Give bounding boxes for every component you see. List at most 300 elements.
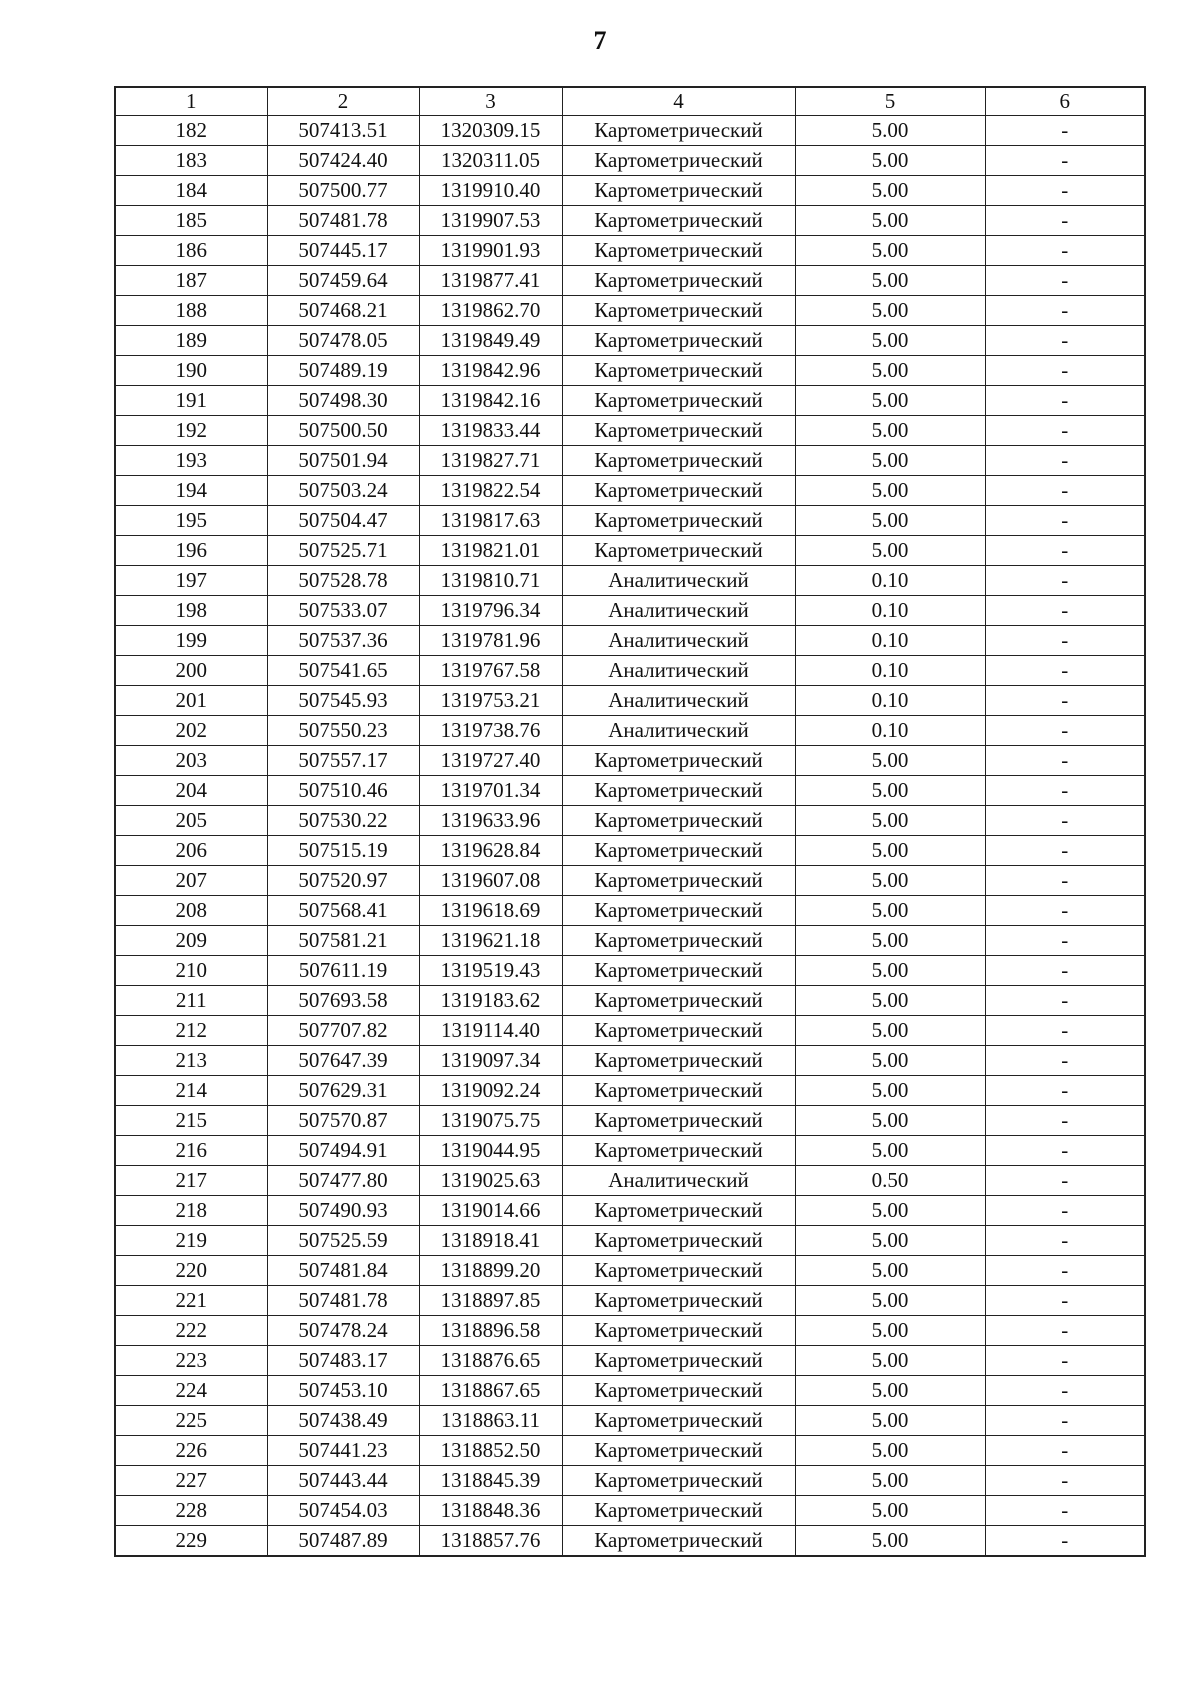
- point-number-cell: 222: [115, 1316, 267, 1346]
- x-coordinate-cell: 507490.93: [267, 1196, 419, 1226]
- point-number-cell: 220: [115, 1256, 267, 1286]
- x-coordinate-cell: 507459.64: [267, 266, 419, 296]
- point-number-cell: 217: [115, 1166, 267, 1196]
- point-number-cell: 185: [115, 206, 267, 236]
- method-cell: Картометрический: [562, 416, 795, 446]
- method-cell: Картометрический: [562, 1406, 795, 1436]
- y-coordinate-cell: 1319810.71: [419, 566, 562, 596]
- table-row: [115, 1226, 1145, 1256]
- y-coordinate-cell: 1319183.62: [419, 986, 562, 1016]
- x-coordinate-cell: 507537.36: [267, 626, 419, 656]
- note-cell: -: [985, 476, 1145, 506]
- note-cell: -: [985, 1166, 1145, 1196]
- method-cell: Картометрический: [562, 1346, 795, 1376]
- accuracy-cell: 5.00: [795, 776, 985, 806]
- method-cell: Картометрический: [562, 236, 795, 266]
- note-cell: -: [985, 1046, 1145, 1076]
- x-coordinate-cell: 507441.23: [267, 1436, 419, 1466]
- y-coordinate-cell: 1318876.65: [419, 1346, 562, 1376]
- point-number-cell: 195: [115, 506, 267, 536]
- table-row: [115, 146, 1145, 176]
- note-cell: -: [985, 386, 1145, 416]
- x-coordinate-cell: 507525.71: [267, 536, 419, 566]
- coordinates-table: [114, 86, 1146, 1557]
- method-cell: Аналитический: [562, 596, 795, 626]
- method-cell: Картометрический: [562, 926, 795, 956]
- point-number-cell: 205: [115, 806, 267, 836]
- accuracy-cell: 5.00: [795, 536, 985, 566]
- table-row: [115, 416, 1145, 446]
- accuracy-cell: 5.00: [795, 896, 985, 926]
- y-coordinate-cell: 1319827.71: [419, 446, 562, 476]
- table-row: [115, 986, 1145, 1016]
- x-coordinate-cell: 507494.91: [267, 1136, 419, 1166]
- x-coordinate-cell: 507501.94: [267, 446, 419, 476]
- method-cell: Картометрический: [562, 1316, 795, 1346]
- note-cell: -: [985, 596, 1145, 626]
- accuracy-cell: 5.00: [795, 746, 985, 776]
- table-row: [115, 296, 1145, 326]
- y-coordinate-cell: 1318918.41: [419, 1226, 562, 1256]
- accuracy-cell: 5.00: [795, 836, 985, 866]
- method-cell: Картометрический: [562, 356, 795, 386]
- accuracy-cell: 5.00: [795, 1256, 985, 1286]
- point-number-cell: 193: [115, 446, 267, 476]
- x-coordinate-cell: 507647.39: [267, 1046, 419, 1076]
- method-cell: Картометрический: [562, 1106, 795, 1136]
- point-number-cell: 198: [115, 596, 267, 626]
- method-cell: Картометрический: [562, 1076, 795, 1106]
- method-cell: Картометрический: [562, 266, 795, 296]
- y-coordinate-cell: 1319862.70: [419, 296, 562, 326]
- accuracy-cell: 5.00: [795, 476, 985, 506]
- accuracy-cell: 5.00: [795, 1286, 985, 1316]
- x-coordinate-cell: 507581.21: [267, 926, 419, 956]
- x-coordinate-cell: 507530.22: [267, 806, 419, 836]
- method-cell: Картометрический: [562, 446, 795, 476]
- accuracy-cell: 5.00: [795, 176, 985, 206]
- note-cell: -: [985, 716, 1145, 746]
- column-header: 6: [985, 87, 1145, 116]
- table-row: [115, 446, 1145, 476]
- table-row: [115, 266, 1145, 296]
- x-coordinate-cell: 507504.47: [267, 506, 419, 536]
- method-cell: Картометрический: [562, 1286, 795, 1316]
- table-row: [115, 1166, 1145, 1196]
- method-cell: Картометрический: [562, 536, 795, 566]
- table-row: [115, 236, 1145, 266]
- point-number-cell: 203: [115, 746, 267, 776]
- x-coordinate-cell: 507443.44: [267, 1466, 419, 1496]
- x-coordinate-cell: 507483.17: [267, 1346, 419, 1376]
- note-cell: -: [985, 416, 1145, 446]
- x-coordinate-cell: 507503.24: [267, 476, 419, 506]
- y-coordinate-cell: 1318897.85: [419, 1286, 562, 1316]
- point-number-cell: 229: [115, 1526, 267, 1557]
- method-cell: Картометрический: [562, 896, 795, 926]
- y-coordinate-cell: 1319092.24: [419, 1076, 562, 1106]
- accuracy-cell: 5.00: [795, 1046, 985, 1076]
- accuracy-cell: 5.00: [795, 1016, 985, 1046]
- accuracy-cell: 5.00: [795, 806, 985, 836]
- y-coordinate-cell: 1319114.40: [419, 1016, 562, 1046]
- method-cell: Картометрический: [562, 866, 795, 896]
- x-coordinate-cell: 507550.23: [267, 716, 419, 746]
- point-number-cell: 190: [115, 356, 267, 386]
- x-coordinate-cell: 507481.78: [267, 1286, 419, 1316]
- accuracy-cell: 0.10: [795, 686, 985, 716]
- method-cell: Аналитический: [562, 686, 795, 716]
- point-number-cell: 227: [115, 1466, 267, 1496]
- method-cell: Картометрический: [562, 746, 795, 776]
- table-row: [115, 506, 1145, 536]
- point-number-cell: 211: [115, 986, 267, 1016]
- point-number-cell: 204: [115, 776, 267, 806]
- note-cell: -: [985, 1286, 1145, 1316]
- x-coordinate-cell: 507545.93: [267, 686, 419, 716]
- column-header: 5: [795, 87, 985, 116]
- method-cell: Картометрический: [562, 776, 795, 806]
- y-coordinate-cell: 1318867.65: [419, 1376, 562, 1406]
- table-row: [115, 1316, 1145, 1346]
- method-cell: Картометрический: [562, 1376, 795, 1406]
- y-coordinate-cell: 1319849.49: [419, 326, 562, 356]
- table-row: [115, 116, 1145, 146]
- table-row: [115, 1466, 1145, 1496]
- point-number-cell: 191: [115, 386, 267, 416]
- note-cell: -: [985, 1316, 1145, 1346]
- y-coordinate-cell: 1319753.21: [419, 686, 562, 716]
- y-coordinate-cell: 1318845.39: [419, 1466, 562, 1496]
- table-row: [115, 356, 1145, 386]
- accuracy-cell: 5.00: [795, 986, 985, 1016]
- x-coordinate-cell: 507570.87: [267, 1106, 419, 1136]
- method-cell: Картометрический: [562, 1466, 795, 1496]
- x-coordinate-cell: 507611.19: [267, 956, 419, 986]
- y-coordinate-cell: 1319621.18: [419, 926, 562, 956]
- table-row: [115, 836, 1145, 866]
- accuracy-cell: 5.00: [795, 206, 985, 236]
- table-row: [115, 1136, 1145, 1166]
- point-number-cell: 207: [115, 866, 267, 896]
- accuracy-cell: 5.00: [795, 116, 985, 146]
- y-coordinate-cell: 1319821.01: [419, 536, 562, 566]
- x-coordinate-cell: 507528.78: [267, 566, 419, 596]
- note-cell: -: [985, 1436, 1145, 1466]
- table-row: [115, 716, 1145, 746]
- point-number-cell: 194: [115, 476, 267, 506]
- note-cell: -: [985, 506, 1145, 536]
- point-number-cell: 215: [115, 1106, 267, 1136]
- note-cell: -: [985, 956, 1145, 986]
- note-cell: -: [985, 1076, 1145, 1106]
- x-coordinate-cell: 507500.50: [267, 416, 419, 446]
- note-cell: -: [985, 1016, 1145, 1046]
- y-coordinate-cell: 1319519.43: [419, 956, 562, 986]
- accuracy-cell: 5.00: [795, 1346, 985, 1376]
- table-row: [115, 866, 1145, 896]
- table-row: [115, 476, 1145, 506]
- table-row: [115, 1376, 1145, 1406]
- accuracy-cell: 5.00: [795, 1316, 985, 1346]
- accuracy-cell: 5.00: [795, 956, 985, 986]
- y-coordinate-cell: 1318899.20: [419, 1256, 562, 1286]
- x-coordinate-cell: 507445.17: [267, 236, 419, 266]
- method-cell: Картометрический: [562, 836, 795, 866]
- x-coordinate-cell: 507557.17: [267, 746, 419, 776]
- y-coordinate-cell: 1319842.96: [419, 356, 562, 386]
- point-number-cell: 201: [115, 686, 267, 716]
- accuracy-cell: 5.00: [795, 236, 985, 266]
- table-row: [115, 536, 1145, 566]
- method-cell: Аналитический: [562, 656, 795, 686]
- point-number-cell: 212: [115, 1016, 267, 1046]
- method-cell: Картометрический: [562, 326, 795, 356]
- x-coordinate-cell: 507489.19: [267, 356, 419, 386]
- point-number-cell: 200: [115, 656, 267, 686]
- column-header: 1: [115, 87, 267, 116]
- note-cell: -: [985, 1256, 1145, 1286]
- accuracy-cell: 0.10: [795, 626, 985, 656]
- x-coordinate-cell: 507707.82: [267, 1016, 419, 1046]
- point-number-cell: 225: [115, 1406, 267, 1436]
- accuracy-cell: 5.00: [795, 1226, 985, 1256]
- note-cell: -: [985, 326, 1145, 356]
- note-cell: -: [985, 626, 1145, 656]
- accuracy-cell: 0.10: [795, 716, 985, 746]
- accuracy-cell: 5.00: [795, 326, 985, 356]
- accuracy-cell: 5.00: [795, 386, 985, 416]
- point-number-cell: 221: [115, 1286, 267, 1316]
- table-row: [115, 206, 1145, 236]
- table-row: [115, 1076, 1145, 1106]
- y-coordinate-cell: 1319025.63: [419, 1166, 562, 1196]
- y-coordinate-cell: 1320311.05: [419, 146, 562, 176]
- point-number-cell: 218: [115, 1196, 267, 1226]
- y-coordinate-cell: 1319817.63: [419, 506, 562, 536]
- note-cell: -: [985, 926, 1145, 956]
- note-cell: -: [985, 896, 1145, 926]
- table-row: [115, 566, 1145, 596]
- x-coordinate-cell: 507487.89: [267, 1526, 419, 1557]
- y-coordinate-cell: 1319075.75: [419, 1106, 562, 1136]
- y-coordinate-cell: 1319701.34: [419, 776, 562, 806]
- accuracy-cell: 5.00: [795, 926, 985, 956]
- accuracy-cell: 5.00: [795, 146, 985, 176]
- note-cell: -: [985, 1406, 1145, 1436]
- y-coordinate-cell: 1319014.66: [419, 1196, 562, 1226]
- x-coordinate-cell: 507568.41: [267, 896, 419, 926]
- x-coordinate-cell: 507438.49: [267, 1406, 419, 1436]
- point-number-cell: 210: [115, 956, 267, 986]
- accuracy-cell: 5.00: [795, 1106, 985, 1136]
- y-coordinate-cell: 1319842.16: [419, 386, 562, 416]
- table-row: [115, 956, 1145, 986]
- point-number-cell: 189: [115, 326, 267, 356]
- note-cell: -: [985, 356, 1145, 386]
- accuracy-cell: 0.10: [795, 596, 985, 626]
- method-cell: Картометрический: [562, 146, 795, 176]
- y-coordinate-cell: 1318852.50: [419, 1436, 562, 1466]
- accuracy-cell: 5.00: [795, 266, 985, 296]
- note-cell: -: [985, 1136, 1145, 1166]
- point-number-cell: 216: [115, 1136, 267, 1166]
- method-cell: Аналитический: [562, 626, 795, 656]
- note-cell: -: [985, 1196, 1145, 1226]
- x-coordinate-cell: 507498.30: [267, 386, 419, 416]
- column-header: 3: [419, 87, 562, 116]
- accuracy-cell: 5.00: [795, 1526, 985, 1557]
- point-number-cell: 209: [115, 926, 267, 956]
- note-cell: -: [985, 536, 1145, 566]
- y-coordinate-cell: 1319628.84: [419, 836, 562, 866]
- note-cell: -: [985, 146, 1145, 176]
- table-body: [115, 116, 1145, 1557]
- note-cell: -: [985, 1466, 1145, 1496]
- table-row: [115, 1046, 1145, 1076]
- point-number-cell: 184: [115, 176, 267, 206]
- method-cell: Картометрический: [562, 206, 795, 236]
- y-coordinate-cell: 1319618.69: [419, 896, 562, 926]
- method-cell: Картометрический: [562, 1136, 795, 1166]
- point-number-cell: 182: [115, 116, 267, 146]
- point-number-cell: 214: [115, 1076, 267, 1106]
- x-coordinate-cell: 507500.77: [267, 176, 419, 206]
- y-coordinate-cell: 1319822.54: [419, 476, 562, 506]
- accuracy-cell: 5.00: [795, 1436, 985, 1466]
- y-coordinate-cell: 1319910.40: [419, 176, 562, 206]
- accuracy-cell: 5.00: [795, 1406, 985, 1436]
- table-row: [115, 1106, 1145, 1136]
- table-row: [115, 176, 1145, 206]
- table-row: [115, 626, 1145, 656]
- table-row: [115, 746, 1145, 776]
- accuracy-cell: 5.00: [795, 446, 985, 476]
- note-cell: -: [985, 266, 1145, 296]
- x-coordinate-cell: 507629.31: [267, 1076, 419, 1106]
- y-coordinate-cell: 1319738.76: [419, 716, 562, 746]
- table-row: [115, 686, 1145, 716]
- table-row: [115, 326, 1145, 356]
- method-cell: Картометрический: [562, 1496, 795, 1526]
- note-cell: -: [985, 686, 1145, 716]
- y-coordinate-cell: 1319044.95: [419, 1136, 562, 1166]
- note-cell: -: [985, 446, 1145, 476]
- method-cell: Картометрический: [562, 386, 795, 416]
- accuracy-cell: 0.50: [795, 1166, 985, 1196]
- x-coordinate-cell: 507481.84: [267, 1256, 419, 1286]
- x-coordinate-cell: 507533.07: [267, 596, 419, 626]
- x-coordinate-cell: 507515.19: [267, 836, 419, 866]
- x-coordinate-cell: 507525.59: [267, 1226, 419, 1256]
- column-header: 4: [562, 87, 795, 116]
- table-row: [115, 806, 1145, 836]
- table-row: [115, 1286, 1145, 1316]
- point-number-cell: 226: [115, 1436, 267, 1466]
- note-cell: -: [985, 806, 1145, 836]
- method-cell: Картометрический: [562, 1226, 795, 1256]
- accuracy-cell: 0.10: [795, 656, 985, 686]
- method-cell: Картометрический: [562, 1016, 795, 1046]
- accuracy-cell: 5.00: [795, 1196, 985, 1226]
- point-number-cell: 202: [115, 716, 267, 746]
- point-number-cell: 187: [115, 266, 267, 296]
- method-cell: Картометрический: [562, 176, 795, 206]
- y-coordinate-cell: 1318857.76: [419, 1526, 562, 1557]
- accuracy-cell: 5.00: [795, 1496, 985, 1526]
- x-coordinate-cell: 507520.97: [267, 866, 419, 896]
- note-cell: -: [985, 566, 1145, 596]
- point-number-cell: 192: [115, 416, 267, 446]
- note-cell: -: [985, 1376, 1145, 1406]
- x-coordinate-cell: 507481.78: [267, 206, 419, 236]
- y-coordinate-cell: 1319796.34: [419, 596, 562, 626]
- x-coordinate-cell: 507424.40: [267, 146, 419, 176]
- table-row: [115, 776, 1145, 806]
- y-coordinate-cell: 1319781.96: [419, 626, 562, 656]
- note-cell: -: [985, 1226, 1145, 1256]
- point-number-cell: 197: [115, 566, 267, 596]
- method-cell: Картометрический: [562, 956, 795, 986]
- table-row: [115, 656, 1145, 686]
- x-coordinate-cell: 507541.65: [267, 656, 419, 686]
- method-cell: Картометрический: [562, 296, 795, 326]
- accuracy-cell: 5.00: [795, 1136, 985, 1166]
- accuracy-cell: 5.00: [795, 1076, 985, 1106]
- point-number-cell: 213: [115, 1046, 267, 1076]
- method-cell: Картометрический: [562, 1436, 795, 1466]
- x-coordinate-cell: 507453.10: [267, 1376, 419, 1406]
- method-cell: Картометрический: [562, 476, 795, 506]
- x-coordinate-cell: 507413.51: [267, 116, 419, 146]
- table-row: [115, 1346, 1145, 1376]
- method-cell: Картометрический: [562, 986, 795, 1016]
- note-cell: -: [985, 1346, 1145, 1376]
- accuracy-cell: 5.00: [795, 506, 985, 536]
- method-cell: Аналитический: [562, 1166, 795, 1196]
- method-cell: Аналитический: [562, 716, 795, 746]
- table-row: [115, 1526, 1145, 1557]
- note-cell: -: [985, 1526, 1145, 1557]
- note-cell: -: [985, 296, 1145, 326]
- accuracy-cell: 0.10: [795, 566, 985, 596]
- y-coordinate-cell: 1318896.58: [419, 1316, 562, 1346]
- y-coordinate-cell: 1319907.53: [419, 206, 562, 236]
- y-coordinate-cell: 1318863.11: [419, 1406, 562, 1436]
- method-cell: Картометрический: [562, 1526, 795, 1557]
- note-cell: -: [985, 776, 1145, 806]
- point-number-cell: 208: [115, 896, 267, 926]
- x-coordinate-cell: 507477.80: [267, 1166, 419, 1196]
- accuracy-cell: 5.00: [795, 416, 985, 446]
- table-row: [115, 926, 1145, 956]
- x-coordinate-cell: 507454.03: [267, 1496, 419, 1526]
- method-cell: Картометрический: [562, 1046, 795, 1076]
- note-cell: -: [985, 746, 1145, 776]
- note-cell: -: [985, 1106, 1145, 1136]
- y-coordinate-cell: 1319607.08: [419, 866, 562, 896]
- note-cell: -: [985, 176, 1145, 206]
- x-coordinate-cell: 507468.21: [267, 296, 419, 326]
- x-coordinate-cell: 507510.46: [267, 776, 419, 806]
- note-cell: -: [985, 236, 1145, 266]
- page-number: 7: [593, 26, 607, 55]
- point-number-cell: 224: [115, 1376, 267, 1406]
- point-number-cell: 199: [115, 626, 267, 656]
- table-row: [115, 1496, 1145, 1526]
- y-coordinate-cell: 1319833.44: [419, 416, 562, 446]
- accuracy-cell: 5.00: [795, 1466, 985, 1496]
